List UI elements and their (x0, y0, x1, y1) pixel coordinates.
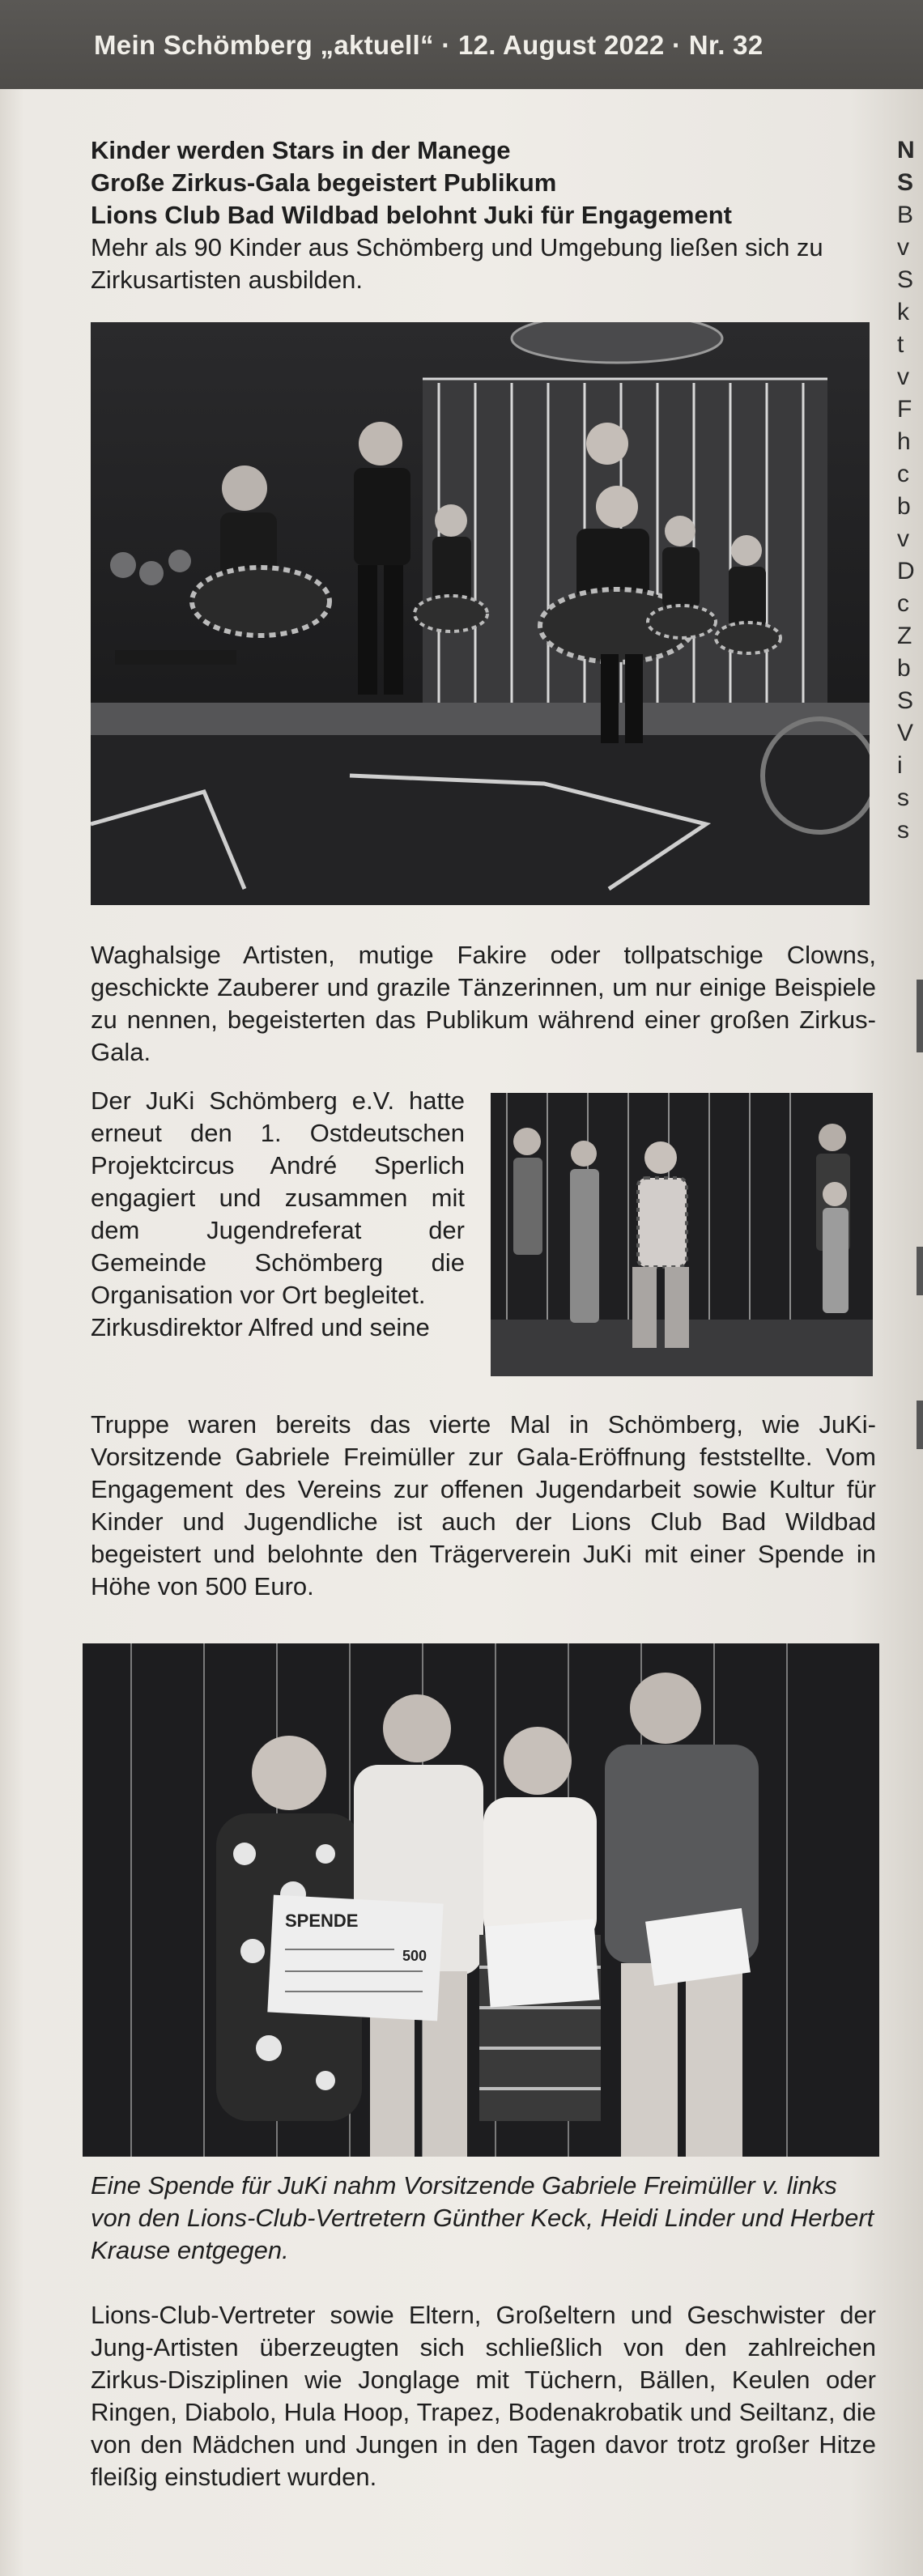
edge-letter: s (897, 817, 909, 844)
edge-letter: F (897, 396, 912, 423)
edge-letter: t (897, 331, 904, 358)
dancers-illustration (91, 322, 870, 905)
edge-letter: S (897, 687, 914, 714)
edge-mark (917, 980, 923, 1052)
edge-letter: S (897, 169, 914, 196)
edge-letter: D (897, 558, 915, 584)
paragraph-2: Der JuKi Schömberg e.V. hatte erneut den 1. Ostdeutschen Projektcircus André Sperlich engagiert und zusammen mit dem Jugendreferat der Gemeinde Schömberg die Organisation vor Ort begleitet. (91, 1086, 465, 1309)
headline-2: Große Zirkus-Gala begeistert Publikum (91, 168, 557, 197)
edge-letter: c (897, 590, 909, 617)
article-header (91, 134, 876, 296)
donation-illustration (83, 1643, 879, 2157)
photo-donation (83, 1643, 879, 2157)
paragraph-1: Waghalsige Artisten, mutige Fakire oder tollpatschige Clowns, geschickte Zauberer und grazile Tänzerinnen, um nur einige Beispiele zu nennen, begeisterten das Publikum während einer großen Zirkus-Gala. (91, 941, 876, 1066)
paragraph-3-block (91, 1409, 876, 1603)
edge-letter: v (897, 363, 909, 390)
edge-letter: B (897, 202, 914, 228)
next-column-edge (897, 134, 923, 847)
headline-3: Lions Club Bad Wildbad belohnt Juki für Engagement (91, 201, 732, 229)
edge-letter: v (897, 234, 909, 261)
edge-letter: i (897, 752, 903, 779)
edge-letter: v (897, 525, 909, 552)
edge-letter: c (897, 461, 909, 487)
cheque-amount: 500 (402, 1948, 427, 1964)
edge-letter: b (897, 655, 911, 682)
edge-letter: Z (897, 623, 912, 649)
masthead: Mein Schömberg „aktuell“ · 12. August 2022 · Nr. 32 (0, 0, 923, 89)
edge-letter: b (897, 493, 911, 520)
lead-paragraph: Mehr als 90 Kinder aus Schömberg und Umgebung ließen sich zu Zirkusartisten ausbilden. (91, 233, 823, 294)
cheque-label: SPENDE (285, 1911, 359, 1931)
paragraph-4-block (91, 2299, 876, 2493)
edge-letter: V (897, 720, 914, 746)
caption-block (91, 2170, 876, 2267)
photo-circus-dancers (91, 322, 870, 905)
edge-letter: S (897, 266, 914, 293)
paragraph-3-start: Zirkusdirektor Alfred und seine (91, 1313, 430, 1341)
photo-clowns (491, 1093, 873, 1376)
edge-mark (917, 1247, 923, 1295)
clowns-illustration (491, 1093, 873, 1376)
paragraph-4: Lions-Club-Vertreter sowie Eltern, Großeltern und Geschwister der Jung-Artisten überzeugten sich schließlich von den zahlreichen Zirkus-Disziplinen wie Jonglage mit Tüchern, Bällen, Keulen oder Ringen, Diabolo, Hula Hoop, Trapez, Bodenakrobatik und Seiltanz, die von den Mädchen und Jungen in den Tagen davor trotz großer Hitze fleißig einstudiert wurden. (91, 2301, 876, 2491)
headline-1: Kinder werden Stars in der Manege (91, 136, 511, 164)
edge-letter: s (897, 784, 909, 811)
paragraph-3-rest: Truppe waren bereits das vierte Mal in Schömberg, wie JuKi-Vorsitzende Gabriele Freimüller zur Gala-Eröffnung feststellte. Vom Engagement des Vereins zur offenen Jugendarbeit sowie Kultur für Kinder und Jugendliche ist auch der Lions Club Bad Wildbad begeistert und belohnte den Trägerverein JuKi mit einer Spende in Höhe von 500 Euro. (91, 1410, 876, 1600)
paragraph-1-block (91, 939, 876, 1069)
edge-mark (917, 1401, 923, 1449)
edge-letter: k (897, 299, 909, 325)
edge-letter: N (897, 137, 915, 164)
edge-letter: h (897, 428, 911, 455)
paragraph-2-block (91, 1085, 465, 1344)
photo-caption: Eine Spende für JuKi nahm Vorsitzende Gabriele Freimüller v. links von den Lions-Club-Vertretern Günther Keck, Heidi Linder und Herbert Krause entgegen. (91, 2171, 874, 2264)
